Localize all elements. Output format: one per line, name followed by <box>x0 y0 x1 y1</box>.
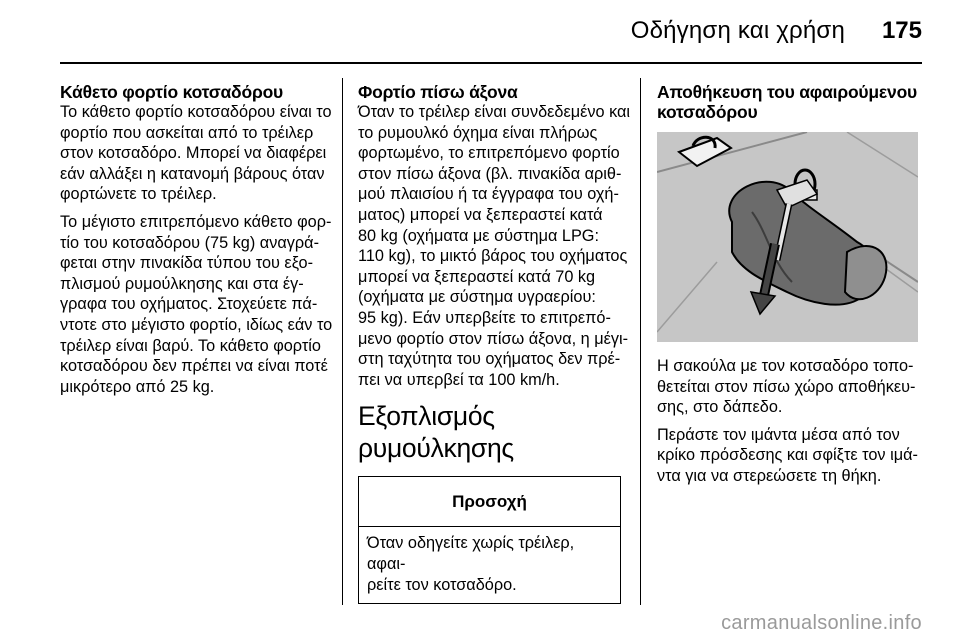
heading-rear-axle-load: Φορτίο πίσω άξονα <box>358 82 518 102</box>
towbar-bag-storage-illustration <box>657 132 918 342</box>
column-2 <box>358 82 633 604</box>
heading-storage-removable-towbar: Αποθήκευση του αφαιρούμενου κοτσαδόρου <box>657 82 918 122</box>
paragraph-rear-axle-load: Όταν το τρέιλερ είναι συνδεδεμένο και το ρυμουλκό όχημα είναι πλήρως φορτωμένο, το επιτρεπόμενο φορτίο στον πίσω άξονα (βλ. πινακίδα αριθ- μού πλαισίου ή τα έγγραφα του οχή- ματος) μπορεί να ξεπεραστεί κατά 80 kg (οχήματα με σύστημα LPG: 110 kg), το μικτό βάρος του οχήματος μπορεί να ξεπεραστεί κατά 70 kg (οχήματα με σύστημα υγραερίου: 95 kg). Εάν υπερβείτε το επιτρεπό- μενο φορτίο στον πίσω άξονα, η μέγι- στη ταχύτητα του οχήματος δεν πρέ- πει να υπερβεί τα 100 km/h. <box>358 103 631 389</box>
caution-title: Προσοχή <box>359 477 620 527</box>
page-number: 175 <box>881 17 922 44</box>
paragraph-vertical-load-definition: Το κάθετο φορτίο κοτσαδόρου είναι το φορτίο που ασκείται από το τρέιλερ στον κοτσαδόρο. Μπορεί να διαφέρει εάν αλλάξει η κατανομή βάρους όταν φορτώνετε το τρέιλερ. <box>60 103 332 204</box>
column-3 <box>657 82 927 494</box>
paragraph-bag-placement: Η σακούλα με τον κοτσαδόρο τοπο- θετείται στον πίσω χώρο αποθήκευ- σης, στο δάπεδο. <box>657 357 916 417</box>
caution-text: Όταν οδηγείτε χωρίς τρέιλερ, αφαι- ρείτε τον κοτσαδόρο. <box>367 534 575 594</box>
caution-box <box>358 476 621 604</box>
paragraph-strap-instructions: Περάστε τον ιμάντα μέσα από τον κρίκο πρόσδεσης και σφίξτε τον ιμά- ντα για να στερεώσετε τη θήκη. <box>657 425 918 485</box>
heading-vertical-load: Κάθετο φορτίο κοτσαδόρου <box>60 82 284 102</box>
column-1 <box>60 82 335 404</box>
running-header-title: Οδήγηση και χρήση <box>630 17 845 44</box>
column-divider-2 <box>640 78 641 605</box>
watermark: carmanualsonline.info <box>721 612 922 634</box>
towbar-bag-drawing <box>657 132 918 342</box>
paragraph-vertical-load-limits: Το μέγιστο επιτρεπόμενο κάθετο φορ- τίο του κοτσαδόρου (75 kg) αναγρά- φεται στην πινακίδα τύπου του εξο- πλισμού ρυμούλκησης και στα έγ- γραφα του οχήματος. Στοχεύετε πά- ντοτε στο μέγιστο φορτίο, ιδίως εάν το τρέιλερ είναι βαρύ. Το κάθετο φορτίο κοτσαδόρου δεν πρέπει να είναι ποτέ μικρότερο από 25 kg. <box>60 212 333 396</box>
header-divider <box>60 62 922 64</box>
column-divider-1 <box>342 78 343 605</box>
section-heading-towing-equipment: Εξοπλισμός ρυμούλκησης <box>358 401 514 464</box>
